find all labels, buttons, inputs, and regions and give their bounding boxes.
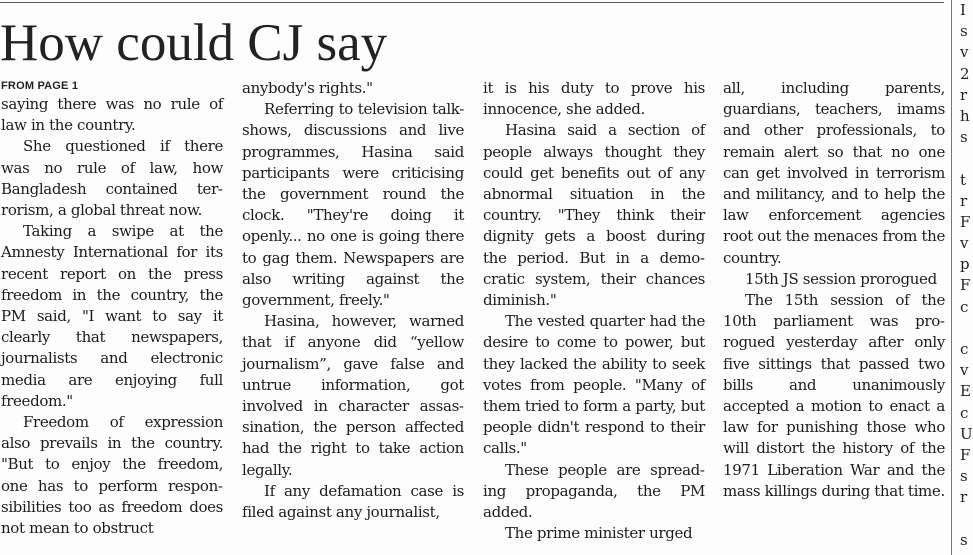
paragraph: She questioned if there was no rule of law, how Bangladesh contained terrorism, a global threat now.	[1, 137, 223, 220]
paragraph: Referring to television talk-shows, discussions and live programmes, Hasina said participants were criticising the government round the clock. "They're doing it openly... no one is going there to gag them. Newspapers are also writing against the government, freely."	[242, 100, 464, 310]
article-column-3	[483, 78, 705, 544]
subheading: 15th JS session prorogued	[745, 269, 937, 288]
edge-letter: r	[960, 488, 968, 507]
article-column-1	[1, 78, 223, 539]
paragraph: These people are spreading propaganda, the PM added.	[483, 460, 705, 522]
column-divider	[951, 0, 952, 555]
paragraph: The prime minister urged	[505, 524, 693, 543]
edge-letter: c	[960, 297, 969, 316]
paragraph: it is his duty to prove his innocence, she added.	[483, 79, 705, 119]
edge-letter: 2	[960, 64, 970, 83]
paragraph: Hasina said a section of people always thought they could get benefits out of any abnormal situation in the country. "They think their dignity gets a boost during the period. But in a democratic system, their chances diminish."	[483, 121, 705, 310]
paragraph: The 15th session of the 10th parliament was prorogued yesterday after only five sittings that passed two bills and unanimously accepted a motion to enact a law for punishing those who will distort the history of the 1971 Liberation War and the mass killings during that time.	[723, 291, 945, 500]
edge-letter: p	[960, 255, 970, 274]
edge-letter	[960, 509, 968, 530]
edge-letter: s	[960, 128, 968, 147]
edge-letter: r	[960, 191, 968, 210]
edge-letter: r	[960, 85, 968, 104]
edge-letter: h	[960, 106, 970, 125]
paragraph: all, including parents, guardians, teachers, imams and other professionals, to remain alert so that no one can get involved in terrorism and militancy, and to help the law enforcement agencies root out the menaces from the country.	[723, 79, 945, 267]
adjacent-article-edge	[960, 0, 973, 555]
edge-letter: F	[960, 276, 971, 295]
edge-letter: U	[960, 424, 973, 443]
edge-letter: c	[960, 403, 969, 422]
paragraph: Freedom of expression also prevails in the country. "But to enjoy the freedom, one has to perform responsibilities too as freedom does not mean to obstruct	[1, 413, 223, 538]
paragraph: If any defamation case is filed against any journalist,	[242, 481, 464, 522]
paragraph: anybody's rights."	[242, 79, 373, 97]
paragraph: saying there was no rule of law in the country.	[1, 95, 223, 135]
edge-letter: s	[960, 530, 968, 549]
edge-letter: s	[960, 22, 968, 41]
edge-letter: t	[960, 170, 967, 189]
edge-letter: s	[960, 467, 968, 486]
edge-letter: c	[960, 340, 969, 358]
paragraph: Taking a swipe at the Amnesty International for its recent report on the press freedom in the country, the PM said, "I want to say it clearly that newspapers, journalists and electronic media are enjoying full freedom."	[1, 222, 223, 410]
paragraph: The vested quarter had the desire to come to power, but they lacked the ability to seek votes from people. "Many of them tried to form a party, but people didn't respond to their calls."	[483, 312, 705, 458]
edge-letter: E	[960, 382, 971, 401]
edge-letter	[960, 318, 968, 339]
edge-letter: v	[960, 43, 969, 62]
edge-letter: F	[960, 212, 971, 231]
edge-letter: v	[960, 234, 969, 253]
top-rule	[0, 2, 944, 3]
headline: How could CJ say	[0, 14, 388, 72]
article-column-4	[723, 78, 945, 502]
edge-letter	[960, 148, 968, 169]
paragraph: Hasina, however, warned that if anyone did “yellow journalism”, gave false and untrue information, got involved in character assassination, the person affected had the right to take action legally.	[242, 312, 464, 479]
edge-letter: I	[960, 1, 966, 19]
kicker: FROM PAGE 1	[1, 80, 79, 92]
edge-letter: F	[960, 445, 971, 464]
edge-letter: v	[960, 361, 969, 380]
article-column-2	[242, 78, 464, 523]
